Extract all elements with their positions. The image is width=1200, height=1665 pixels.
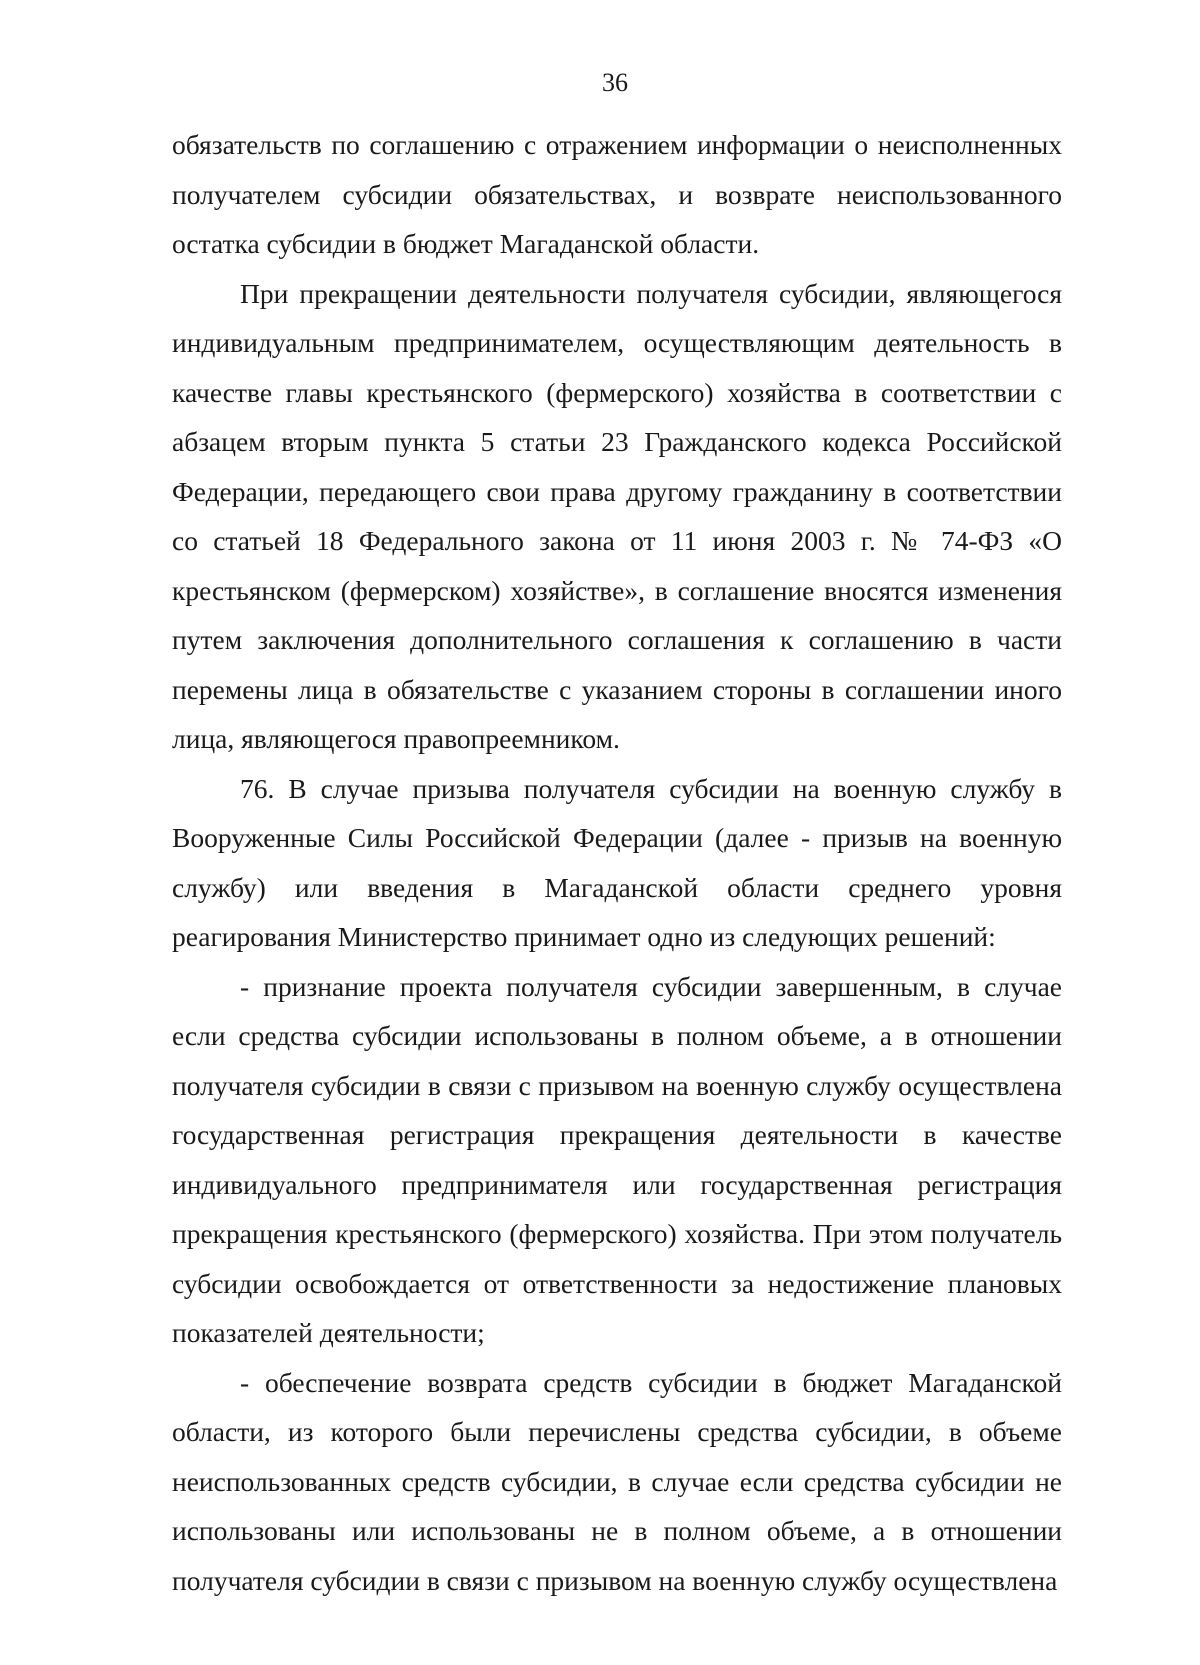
paragraph-decision-1: - признание проекта получателя субсидии завершенным, в случае если средства субсидии использованы в полном объеме, а в отношении получателя субсидии в связи с призывом на военную службу осуществлена государственная регистрация прекращения деятельности в качестве индивидуального предпринимателя или государственная регистрация прекращения крестьянского (фермерского) хозяйства. При этом получатель субсидии освобождается от ответственности за недостижение плановых показателей деятельности; <box>172 970 1062 1348</box>
page-number: 36 <box>602 68 628 97</box>
document-body <box>172 120 1062 1605</box>
paragraph-decision-2: - обеспечение возврата средств субсидии в бюджет Магаданской области, из которого были перечислены средства субсидии, в объеме неиспользованных средств субсидии, в случае если средства субсидии не использованы или использованы не в полном объеме, а в отношении получателя субсидии в связи с призывом на военную службу осуществлена <box>172 1366 1062 1596</box>
paragraph-clause-76: 76. В случае призыва получателя субсидии на военную службу в Вооруженные Силы Российской Федерации (далее - призыв на военную службу) или введения в Магаданской области среднего уровня реагирования Министерство принимает одно из следующих решений: <box>172 772 1062 952</box>
paragraph-termination: При прекращении деятельности получателя субсидии, являющегося индивидуальным предпринимателем, осуществляющим деятельность в качестве главы крестьянского (фермерского) хозяйства в соответствии с абзацем вторым пункта 5 статьи 23 Гражданского кодекса Российской Федерации, передающего свои права другому гражданину в соответствии со статьей 18 Федерального закона от 11 июня 2003 г. № 74-ФЗ «О крестьянском (фермерском) хозяйстве», в соглашение вносятся изменения путем заключения дополнительного соглашения к соглашению в части перемены лица в обязательстве с указанием стороны в соглашении иного лица, являющегося правопреемником. <box>172 277 1062 754</box>
paragraph-continuation: обязательств по соглашению с отражением информации о неисполненных получателем субсидии обязательствах, и возврате неиспользованного остатка субсидии в бюджет Магаданской области. <box>172 129 1062 259</box>
